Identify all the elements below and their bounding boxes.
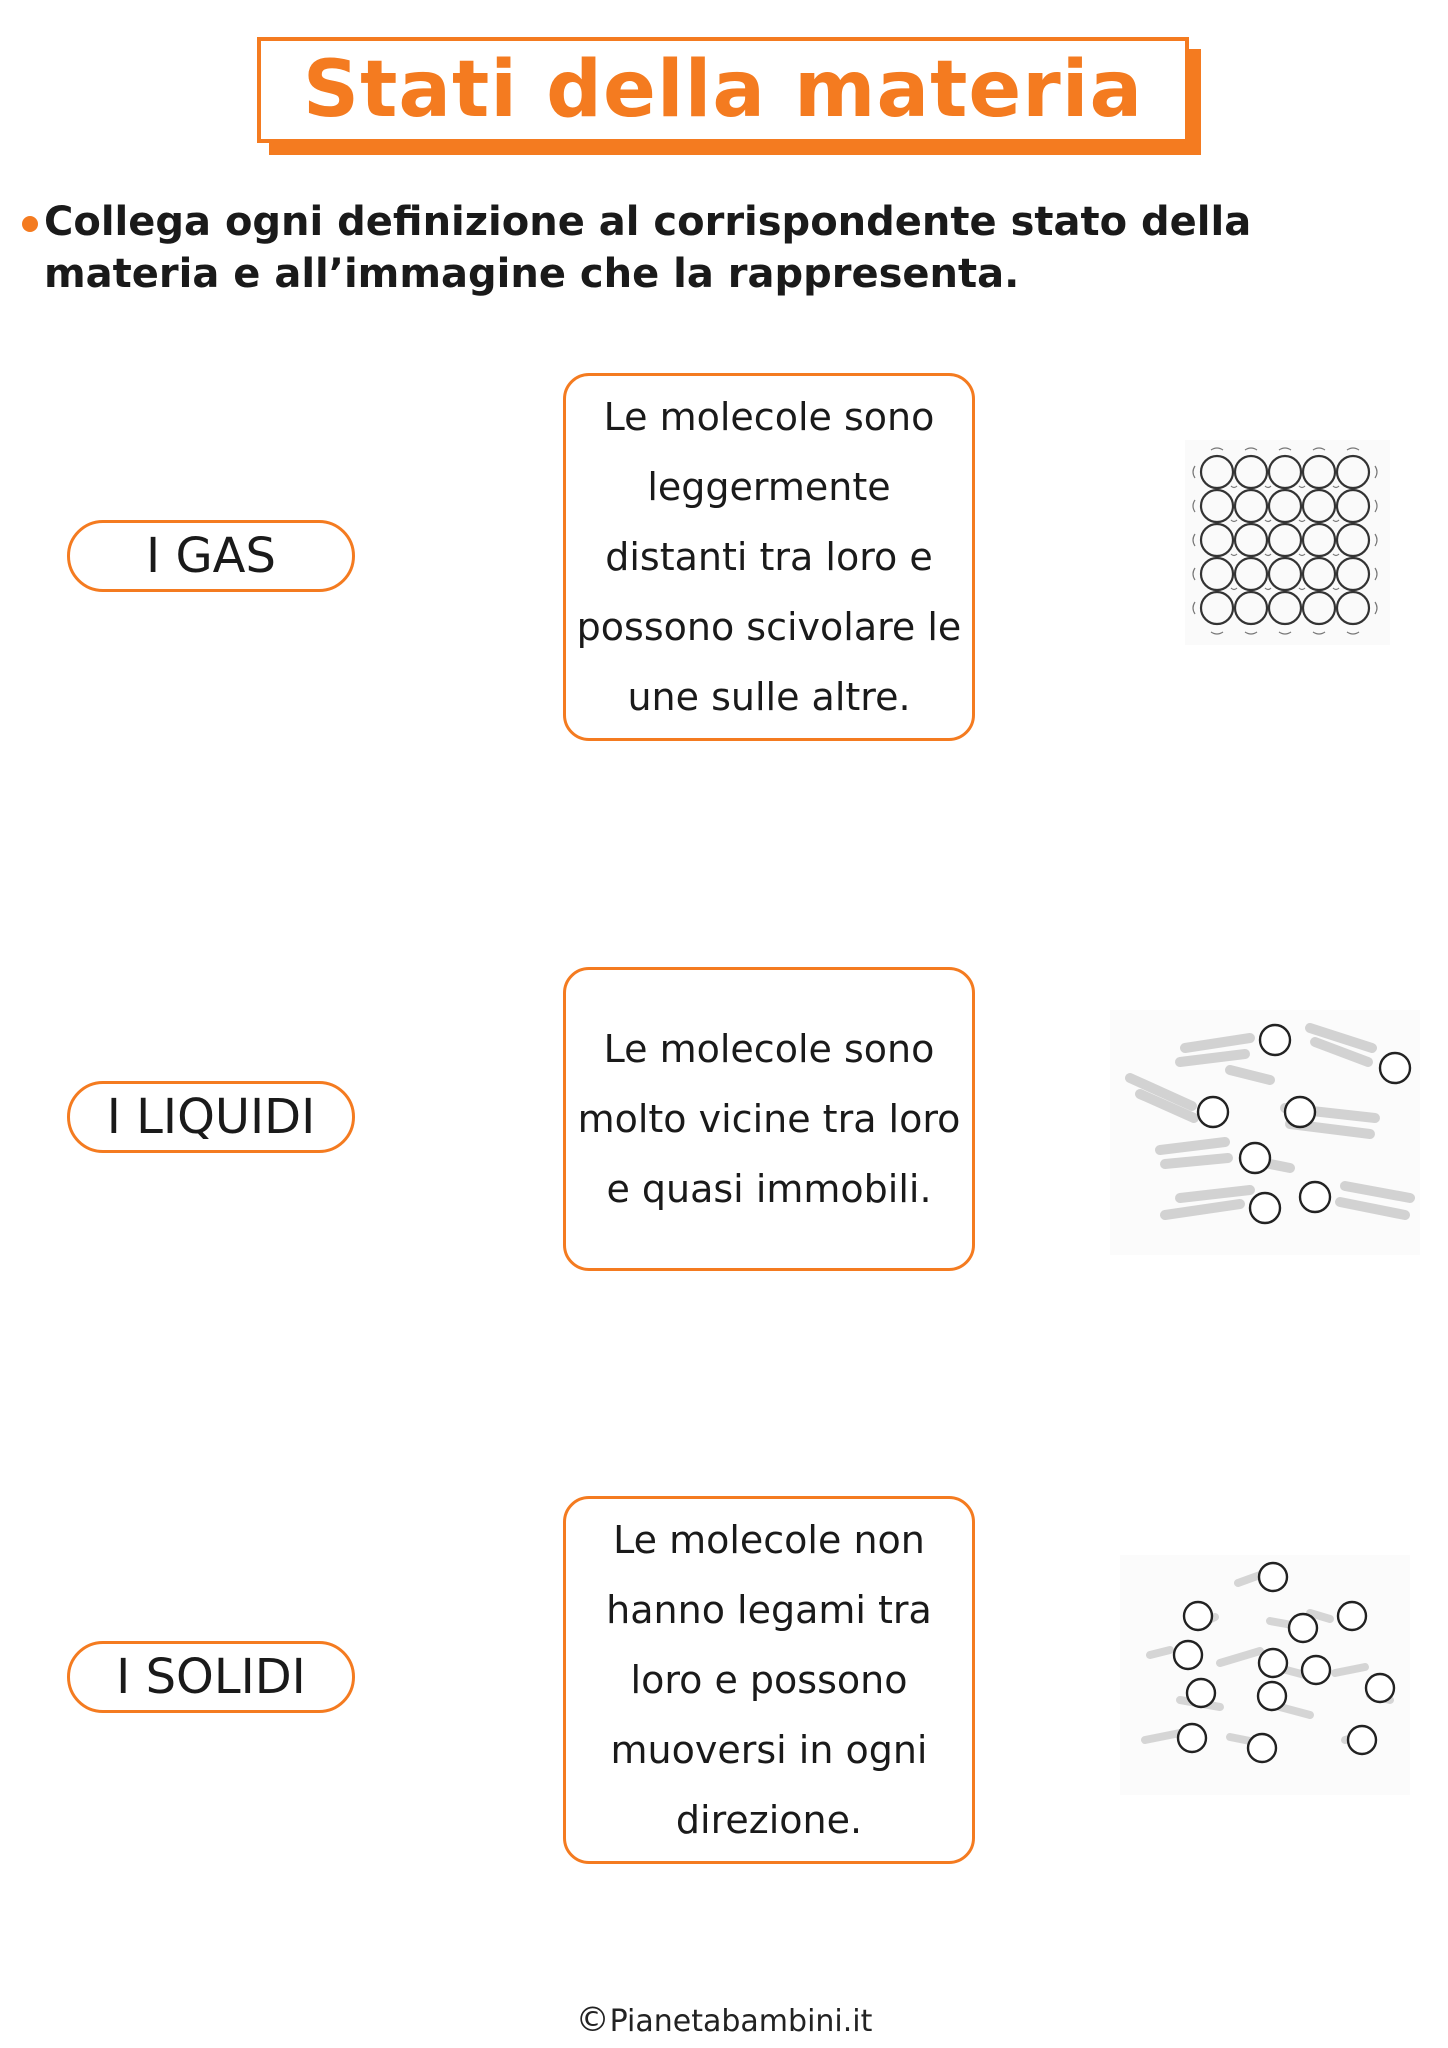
instruction <box>22 196 1422 300</box>
definition-card-1[interactable] <box>563 373 975 741</box>
footer-site[interactable]: Pianetabambini.it <box>609 2004 873 2039</box>
packed-molecules-icon[interactable] <box>1185 440 1390 645</box>
title-box <box>257 37 1189 143</box>
instruction-text: Collega ogni definizione al corrispondente stato della materia e all’immagine che la rappresenta. <box>44 199 1252 297</box>
state-gas[interactable]: I GAS <box>67 520 355 592</box>
definition-card-3[interactable] <box>563 1496 975 1864</box>
moving-molecules-icon[interactable] <box>1110 1010 1420 1255</box>
definition-text-2: Le molecole sono molto vicine tra loro e quasi immobili. <box>577 1027 961 1211</box>
definition-text-1: Le molecole sono leggermente distanti tra loro e possono scivolare le une sulle altre. <box>576 395 962 719</box>
copyright-icon: © <box>575 2000 610 2040</box>
bullet-icon <box>22 216 38 232</box>
scattered-molecules-icon[interactable] <box>1120 1555 1410 1795</box>
title-banner <box>257 37 1201 147</box>
page-title: Stati della materia <box>302 45 1144 135</box>
definition-text-3: Le molecole non hanno legami tra loro e possono muoversi in ogni direzione. <box>606 1518 932 1842</box>
state-solids[interactable]: I SOLIDI <box>67 1641 355 1713</box>
state-liquids[interactable]: I LIQUIDI <box>67 1081 355 1153</box>
footer <box>0 2000 1448 2040</box>
definition-card-2[interactable] <box>563 967 975 1271</box>
